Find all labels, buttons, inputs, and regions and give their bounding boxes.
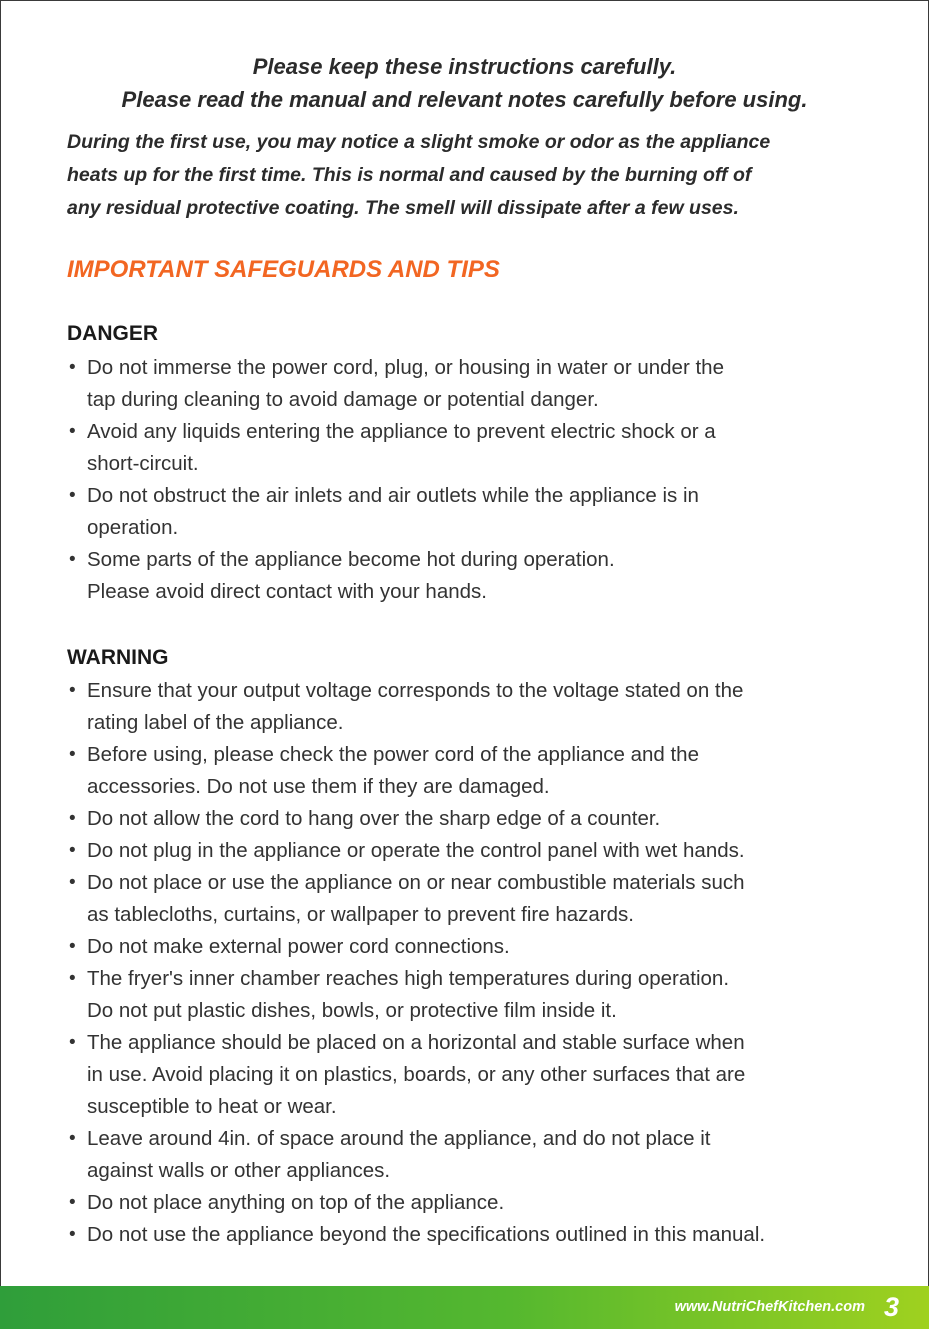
bullet-icon: • [69,936,76,957]
bullet-icon: • [69,357,76,378]
bullet-icon: • [69,872,76,893]
list-item-text: Avoid any liquids entering the appliance to prevent electric shock or a [87,420,716,443]
list-item-text: Before using, please check the power cord of the appliance and the [87,743,699,766]
list-item-text: Do not make external power cord connections. [87,935,510,958]
footer-website-link[interactable]: www.NutriChefKitchen.com [674,1299,865,1315]
bullet-icon: • [69,680,76,701]
list-item [67,803,867,835]
list-item-text: tap during cleaning to avoid damage or potential danger. [87,388,599,411]
bullet-icon: • [69,840,76,861]
list-item-text: The appliance should be placed on a horizontal and stable surface when [87,1031,745,1054]
list-item [67,1219,867,1251]
list-item [67,544,867,608]
intro-paragraph [67,126,877,225]
list-item-text: Ensure that your output voltage corresponds to the voltage stated on the [87,679,744,702]
header-notice [0,50,929,116]
footer-bar [0,1286,929,1329]
section-title: IMPORTANT SAFEGUARDS AND TIPS [67,256,500,283]
list-item-text: Do not put plastic dishes, bowls, or protective film inside it. [87,999,617,1022]
page-number: 3 [883,1292,899,1322]
list-item [67,352,867,416]
list-item-text: rating label of the appliance. [87,711,344,734]
intro-line: any residual protective coating. The smell will dissipate after a few uses. [67,197,739,219]
bullet-icon: • [69,549,76,570]
header-line: Please read the manual and relevant notes carefully before using. [121,87,808,112]
bullet-icon: • [69,968,76,989]
bullet-icon: • [69,485,76,506]
list-item-text: Some parts of the appliance become hot during operation. [87,548,615,571]
list-item-text: Do not plug in the appliance or operate the control panel with wet hands. [87,839,745,862]
warning-heading: WARNING [67,646,169,669]
list-item-text: Do not obstruct the air inlets and air outlets while the appliance is in [87,484,699,507]
list-item [67,416,867,480]
bullet-icon: • [69,1224,76,1245]
list-item-text: in use. Avoid placing it on plastics, boards, or any other surfaces that are [87,1063,746,1086]
list-item-text: Do not place or use the appliance on or near combustible materials such [87,871,745,894]
list-item-text: as tablecloths, curtains, or wallpaper to prevent fire hazards. [87,903,634,926]
bullet-icon: • [69,808,76,829]
list-item-text: The fryer's inner chamber reaches high temperatures during operation. [87,967,730,990]
list-item [67,931,867,963]
intro-line: During the first use, you may notice a slight smoke or odor as the appliance [67,131,771,153]
list-item-text: against walls or other appliances. [87,1159,391,1182]
header-line: Please keep these instructions carefully. [252,54,677,79]
list-item [67,739,867,803]
list-item [67,1123,867,1187]
list-item-text: Do not allow the cord to hang over the sharp edge of a counter. [87,807,661,830]
list-item [67,835,867,867]
bullet-icon: • [69,421,76,442]
danger-heading: DANGER [67,322,159,345]
list-item-text: Do not use the appliance beyond the specifications outlined in this manual. [87,1223,766,1246]
list-item-text: susceptible to heat or wear. [87,1095,337,1118]
list-item [67,480,867,544]
warning-list [67,675,867,1251]
list-item-text: Do not immerse the power cord, plug, or housing in water or under the [87,356,724,379]
list-item-text: operation. [87,516,179,539]
bullet-icon: • [69,1128,76,1149]
bullet-icon: • [69,1192,76,1213]
bullet-icon: • [69,1032,76,1053]
list-item [67,1027,867,1123]
bullet-icon: • [69,744,76,765]
list-item-text: Please avoid direct contact with your hands. [87,580,487,603]
list-item-text: Do not place anything on top of the appliance. [87,1191,505,1214]
list-item-text: accessories. Do not use them if they are damaged. [87,775,550,798]
list-item [67,963,867,1027]
list-item [67,675,867,739]
list-item [67,1187,867,1219]
danger-list [67,352,867,608]
intro-line: heats up for the first time. This is normal and caused by the burning off of [67,164,752,186]
list-item-text: short-circuit. [87,452,199,475]
list-item-text: Leave around 4in. of space around the appliance, and do not place it [87,1127,711,1150]
list-item [67,867,867,931]
